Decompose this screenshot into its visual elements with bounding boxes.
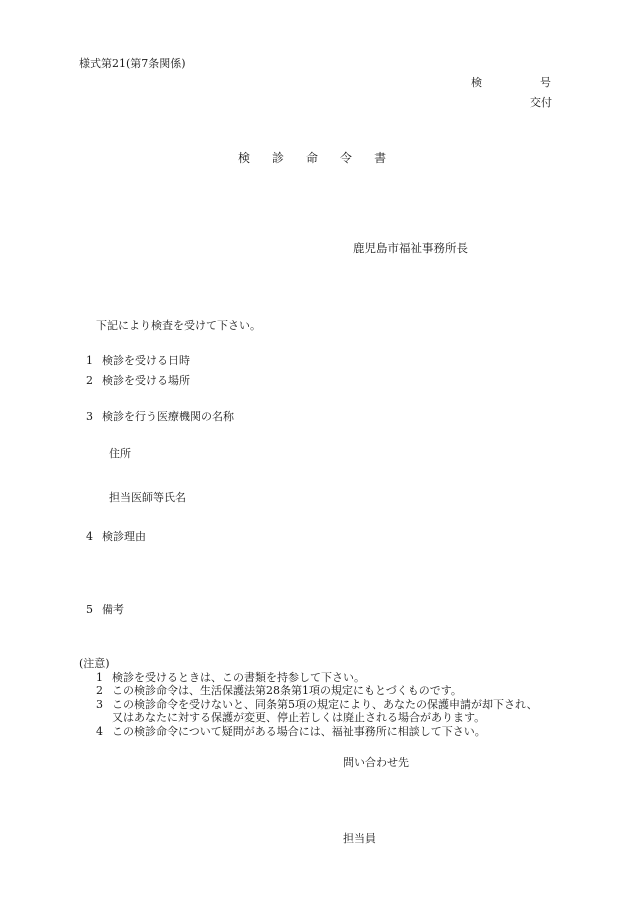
- document-title: [238, 152, 408, 164]
- item-label-exam-reason: 検診理由: [102, 530, 146, 543]
- note-number: 2: [96, 684, 103, 697]
- note-number: 3: [96, 697, 103, 711]
- issued-label: 交付: [530, 96, 552, 109]
- note-line: [79, 698, 538, 712]
- item-label-remarks: 備考: [102, 603, 124, 616]
- notes-section: [79, 657, 538, 738]
- item-label-doctor-name: 担当医師等氏名: [109, 491, 186, 504]
- note-text: この検診命令を受けないと、同条第5項の規定により、あなたの保護申請が却下され、: [112, 697, 538, 711]
- title-char: 書: [374, 151, 388, 165]
- title-char: 令: [340, 151, 354, 165]
- note-number: 1: [96, 670, 103, 684]
- title-char: 診: [272, 151, 286, 165]
- item-number: 2: [86, 374, 93, 387]
- reference-number-label: 検: [471, 76, 482, 89]
- issuer-name: 鹿児島市福祉事務所長: [353, 241, 468, 255]
- note-line: [79, 725, 538, 739]
- notes-heading: (注意): [79, 657, 110, 670]
- item-label-address: 住所: [109, 447, 131, 460]
- item-number: 1: [86, 354, 93, 367]
- form-number: 様式第21(第7条関係): [79, 57, 186, 70]
- note-text: この検診命令は、生活保護法第28条第1項の規定にもとづくものです。: [112, 684, 462, 697]
- title-char: 命: [306, 151, 320, 165]
- item-number: 5: [86, 603, 93, 616]
- item-number: 4: [86, 530, 93, 543]
- note-line-continued: [79, 711, 538, 725]
- note-text: この検診命令について疑問がある場合には、福祉事務所に相談して下さい。: [112, 724, 486, 738]
- staff-label: 担当員: [343, 832, 376, 845]
- note-text: 又はあなたに対する保護が変更、停止若しくは廃止される場合があります。: [112, 711, 486, 724]
- item-number: 3: [86, 410, 93, 423]
- note-line: [79, 684, 538, 698]
- reference-number-suffix: 号: [540, 76, 551, 89]
- note-number: 4: [96, 724, 103, 738]
- intro-text: 下記により検査を受けて下さい。: [96, 319, 261, 332]
- item-label-exam-datetime: 検診を受ける日時: [102, 354, 190, 367]
- title-char: 検: [238, 151, 252, 165]
- note-text: 検診を受けるときは、この書類を持参して下さい。: [112, 670, 365, 684]
- contact-label: 問い合わせ先: [343, 756, 409, 769]
- item-label-exam-place: 検診を受ける場所: [102, 374, 190, 387]
- note-line: [79, 671, 538, 685]
- item-label-institution-name: 検診を行う医療機関の名称: [102, 410, 234, 423]
